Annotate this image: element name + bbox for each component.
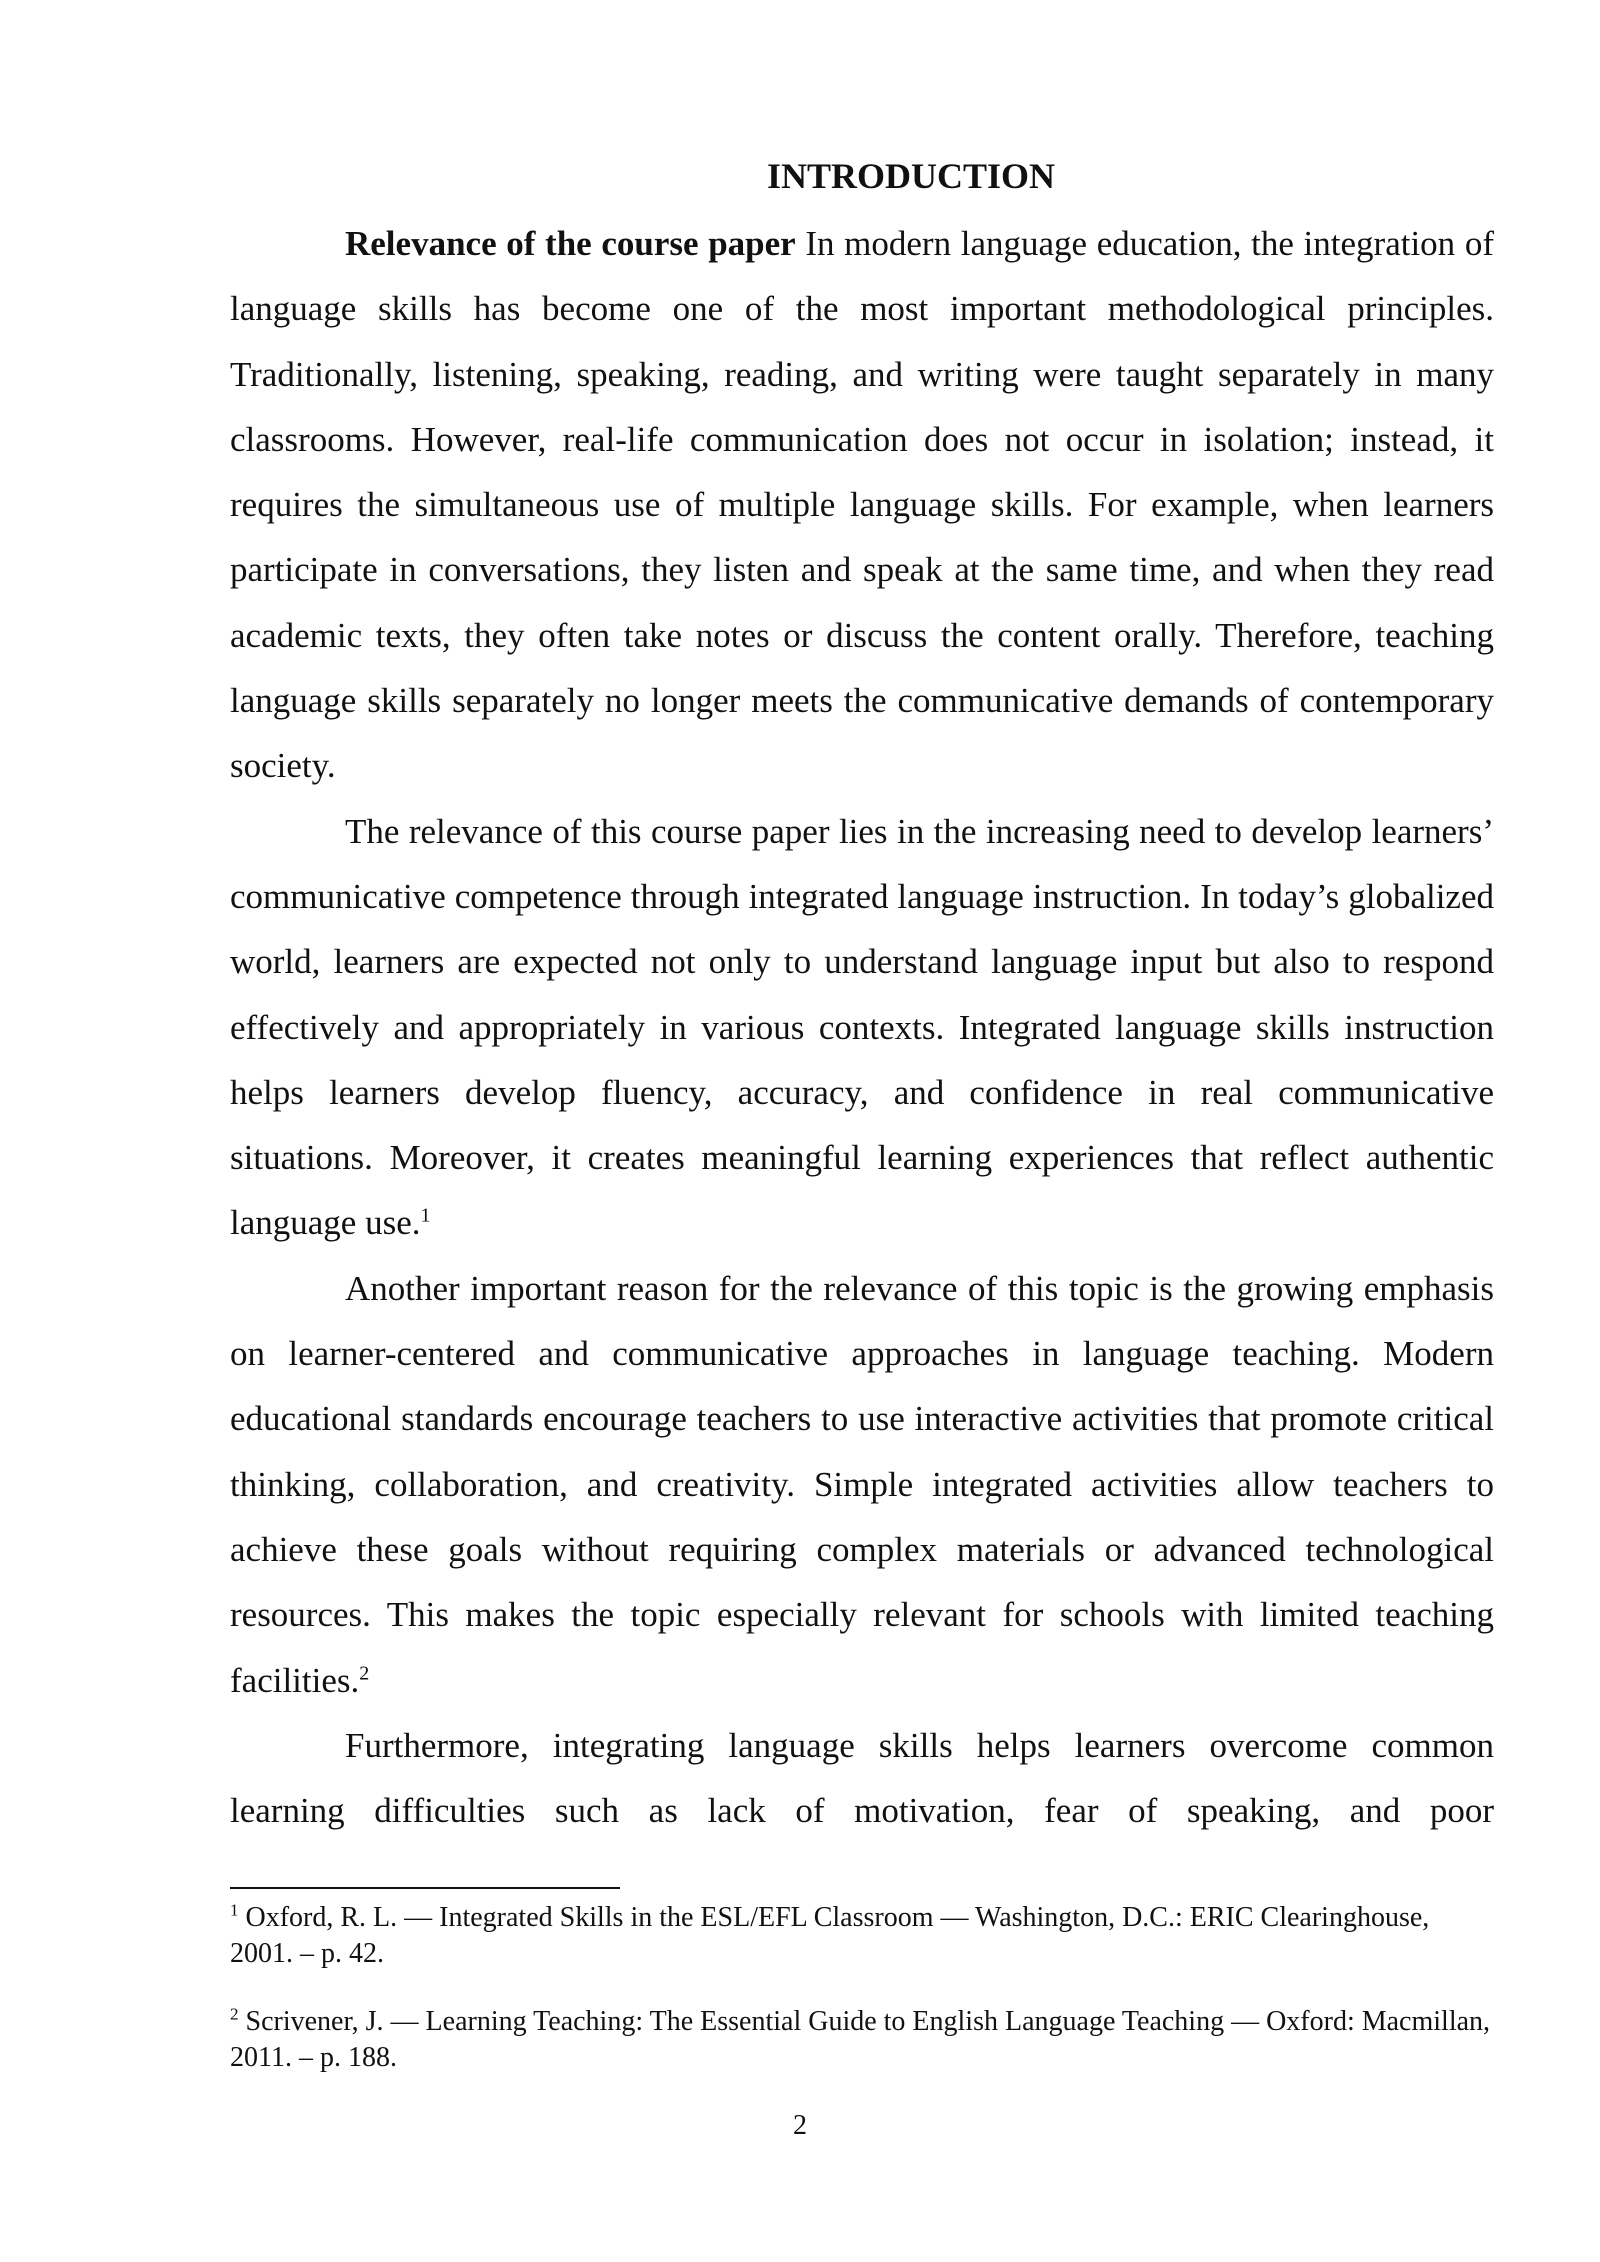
footnote-text: Scrivener, J. — Learning Teaching: The Essential Guide to English Language Teaching — Oxford: Macmillan, 2011. – p. 188. <box>230 2006 1491 2073</box>
paragraph-text: Furthermore, integrating language skills helps learners overcome common learning difficulties such as lack of motivation, fear of speaking, and poor <box>230 1725 1494 1831</box>
footnote-item <box>230 2004 1494 2076</box>
paragraph-lead: Relevance of the course paper <box>345 224 796 263</box>
footnote-number: 2 <box>230 2004 239 2024</box>
paragraph-furthermore <box>230 1713 1494 1844</box>
paragraph-communicative-competence <box>230 799 1494 1256</box>
footnote-number: 1 <box>230 1900 239 1920</box>
footnotes <box>230 1900 1494 2108</box>
paragraph-text: In modern language education, the integration of language skills has become one of the most important methodological principles. Traditionally, listening, speaking, reading, and writing were taught separately in many classrooms. However, real-life communication does not occur in isolation; instead, it requires the simultaneous use of multiple language skills. For example, when learners participate in conversations, they listen and speak at the same time, and when they read academic texts, they often take notes or discuss the content orally. Therefore, teaching language skills separately no longer meets the communicative demands of contemporary society. <box>230 224 1494 786</box>
paragraph-relevance <box>230 211 1494 799</box>
page-number: 2 <box>793 2110 807 2141</box>
paragraph-learner-centered <box>230 1256 1494 1713</box>
paragraph-text: Another important reason for the relevance of this topic is the growing emphasis on learner-centered and communicative approaches in language teaching. Modern educational standards encourage teachers to use interactive activities that promote critical thinking, collaboration, and creativity. Simple integrated activities allow teachers to achieve these goals without requiring complex materials or advanced technological resources. This makes the topic especially relevant for schools with limited teaching facilities. <box>230 1268 1494 1700</box>
paragraph-text: The relevance of this course paper lies in the increasing need to develop learners’ communicative competence through integrated language instruction. In today’s globalized world, learners are expected not only to understand language input but also to respond effectively and appropriately in various contexts. Integrated language skills instruction helps learners develop fluency, accuracy, and confidence in real communicative situations. Moreover, it creates meaningful learning experiences that reflect authentic language use. <box>230 811 1494 1243</box>
footnote-item <box>230 1900 1494 1972</box>
footnote-reference[interactable]: 2 <box>359 1661 370 1684</box>
footnote-separator <box>230 1887 620 1889</box>
footnote-reference[interactable]: 1 <box>420 1204 431 1227</box>
section-heading: INTRODUCTION <box>766 156 1056 196</box>
main-text <box>230 145 1494 1843</box>
footnote-text: Oxford, R. L. — Integrated Skills in the ESL/EFL Classroom — Washington, D.C.: ERIC Clearinghouse, 2001. – p. 42. <box>230 1902 1430 1969</box>
